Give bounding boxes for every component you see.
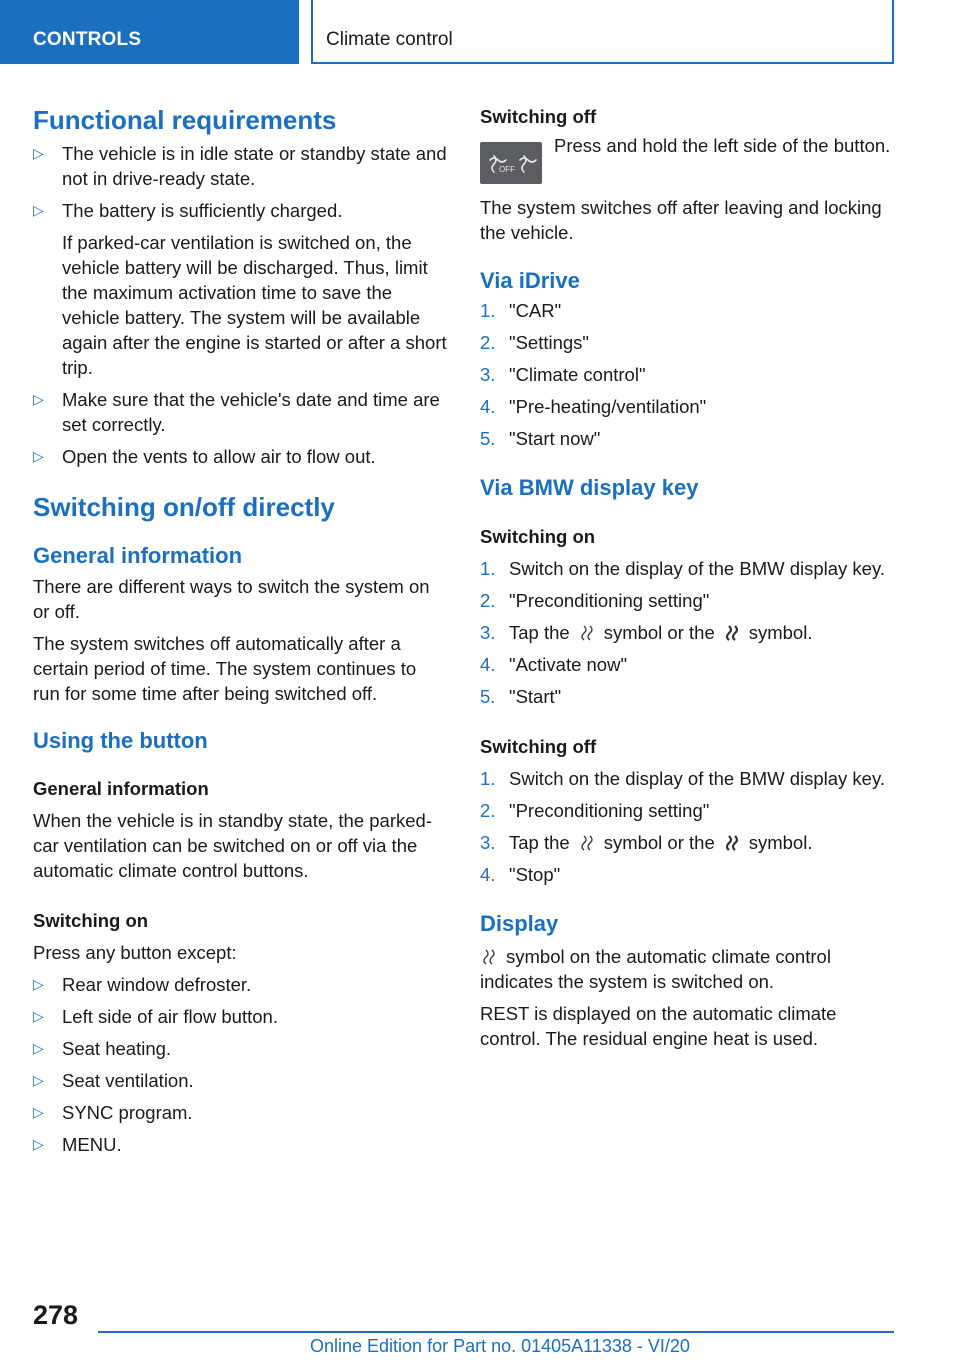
list-item: ▷ SYNC program.	[33, 1102, 193, 1124]
button-general-heading: General information	[33, 778, 209, 800]
section-tab	[0, 0, 299, 64]
functional-requirements-list	[33, 141, 448, 469]
triangle-bullet-icon: ▷	[33, 202, 44, 219]
triangle-bullet-icon: ▷	[33, 1072, 44, 1089]
general-info-title: General information	[33, 543, 243, 569]
footer-divider	[98, 1331, 894, 1333]
chapter-label: Climate control	[326, 29, 453, 50]
general-info-text-2: The system switches off automatically after a certain period of time. The system continues to run for some time after being switched off.	[33, 632, 417, 704]
list-item: 5. "Start now"	[480, 428, 601, 450]
fan-off-button-icon	[480, 142, 542, 184]
page-number: 278	[33, 1300, 79, 1330]
switching-off-text: Press and hold the left side of the button.	[554, 135, 891, 156]
key-off-heading: Switching off	[480, 735, 597, 757]
triangle-bullet-icon: ▷	[33, 1136, 44, 1153]
list-item: ▷ Left side of air flow button.	[33, 1006, 278, 1028]
list-item: ▷ The battery is sufficiently charged.	[33, 200, 343, 222]
fan-icon	[578, 624, 596, 642]
using-button-title: Using the button	[33, 727, 208, 753]
fan-icon	[480, 948, 498, 966]
display-text-2: REST is displayed on the automatic climate control. The residual engine heat is used.	[480, 1003, 837, 1050]
idrive-steps	[480, 298, 895, 451]
switching-on-heading: Switching on	[33, 910, 149, 932]
list-item: ▷ MENU.	[33, 1134, 122, 1156]
triangle-bullet-icon: ▷	[33, 1008, 44, 1025]
list-item: 1. Switch on the display of the BMW display key.	[480, 767, 885, 789]
list-item: 3. Tap the symbol or the symbol.	[480, 621, 813, 643]
triangle-bullet-icon: ▷	[33, 976, 44, 993]
via-idrive-title: Via iDrive	[480, 268, 580, 293]
list-item: ▷ Open the vents to allow air to flow out.	[33, 446, 376, 468]
switching-off-heading: Switching off	[480, 106, 597, 127]
switching-directly-title: Switching on/off directly	[33, 492, 335, 523]
chapter-tab	[311, 0, 894, 64]
list-item: ▷ Seat heating.	[33, 1038, 172, 1060]
fan-icon	[578, 834, 596, 852]
switching-on-text: Press any button except:	[33, 942, 237, 964]
list-item: 2. "Preconditioning setting"	[480, 589, 710, 611]
list-item: ▷ Seat ventilation.	[33, 1070, 194, 1092]
triangle-bullet-icon: ▷	[33, 145, 44, 162]
svg-text:OFF: OFF	[499, 165, 515, 174]
list-item: 4. "Stop"	[480, 863, 561, 885]
list-item: 4. "Pre-heating/ventilation"	[480, 396, 707, 418]
functional-requirements-title: Functional requirements	[33, 105, 337, 135]
key-off-steps	[480, 766, 895, 887]
list-item: 1. "CAR"	[480, 300, 562, 322]
display-text-1: symbol on the automatic climate control indicates the system is switched on.	[480, 946, 831, 993]
list-item: 1. Switch on the display of the BMW display key.	[480, 557, 885, 579]
list-item: ▷ Make sure that the vehicle's date and time are set correctly.	[33, 389, 440, 436]
battery-note: If parked-car ventilation is switched on, the vehicle battery will be discharged. Thus, limit the maximum activation time to save the vehicle battery. The system will be available again after the engine is started or after a short trip.	[62, 232, 447, 379]
switching-off-note: The system switches off after leaving and locking the vehicle.	[480, 197, 882, 243]
right-column	[480, 100, 895, 1051]
triangle-bullet-icon: ▷	[33, 1040, 44, 1057]
button-general-text: When the vehicle is in standby state, the parked-car ventilation can be switched on or off via the automatic climate control buttons.	[33, 810, 432, 882]
fan-filled-icon	[723, 834, 741, 852]
list-item: 3. "Climate control"	[480, 364, 646, 386]
display-title: Display	[480, 910, 559, 936]
triangle-bullet-icon: ▷	[33, 1104, 44, 1121]
left-column	[33, 100, 448, 1157]
section-label: CONTROLS	[33, 29, 142, 50]
list-item: 2. "Preconditioning setting"	[480, 799, 710, 821]
list-item: 4. "Activate now"	[480, 653, 628, 675]
list-item: 5. "Start"	[480, 685, 562, 707]
triangle-bullet-icon: ▷	[33, 391, 44, 408]
except-list	[33, 972, 448, 1157]
key-on-steps	[480, 556, 895, 709]
list-item: ▷ Rear window defroster.	[33, 974, 252, 996]
fan-filled-icon	[723, 624, 741, 642]
via-bmw-key-title: Via BMW display key	[480, 475, 699, 501]
general-info-text-1: There are different ways to switch the system on or off.	[33, 575, 430, 622]
list-item: 3. Tap the symbol or the symbol.	[480, 831, 813, 853]
list-item: ▷ The vehicle is in idle state or standby state and not in drive-ready state.	[33, 143, 447, 190]
footer-edition: Online Edition for Part no. 01405A11338 - VI/20	[310, 1336, 690, 1356]
key-on-heading: Switching on	[480, 525, 596, 547]
list-item: 2. "Settings"	[480, 332, 589, 354]
triangle-bullet-icon: ▷	[33, 448, 44, 465]
